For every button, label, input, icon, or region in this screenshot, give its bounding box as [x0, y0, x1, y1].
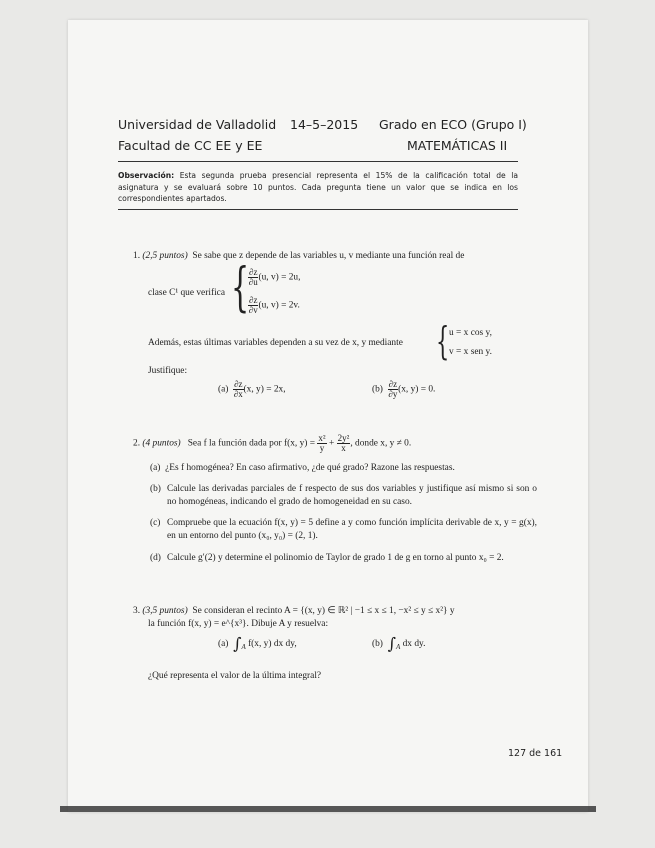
q1-eq2 [248, 296, 300, 315]
q3-b-expr: dx dy. [402, 639, 426, 650]
q1-eq1-rhs: (u, v) = 2u, [258, 272, 301, 283]
q3-intro: Se consideran el recinto A = {(x, y) ∈ ℝ² | −1 ≤ x ≤ 1, −x² ≤ y ≤ x²} y [192, 606, 455, 616]
q3-a-expr: f(x, y) dx dy, [248, 639, 297, 650]
q1-points: (2,5 puntos) [142, 251, 188, 261]
q2-item-a-label: (a) [150, 463, 161, 473]
subject-title: MATEMÁTICAS II [407, 138, 508, 153]
q1-eq2-rhs: (u, v) = 2v. [258, 300, 300, 311]
q1-intro: Se sabe que z depende de las variables u, v mediante una función real de [192, 251, 465, 261]
q2-heading: 2. (4 puntos) Sea f la función dada por f(x, y) = $\frac{\text{x²}}{y}$ + $\frac{\text{2y²}}{x}$ , donde x, y ≠ 0. [133, 433, 412, 453]
q2-item-c-label: (c) [150, 518, 161, 528]
q1-b-eq: (x, y) = 0. [398, 384, 436, 395]
q1-sub2: v = x sen y. [449, 347, 492, 357]
q2-item-a [150, 462, 455, 474]
q2-tail: , donde x, y ≠ 0. [350, 438, 412, 449]
q1-b-num: ∂z [388, 379, 398, 389]
q1-a-num: ∂z [234, 379, 243, 389]
q3-b-integral: ∫ [387, 634, 396, 653]
page-edge-shadow [60, 806, 596, 812]
q2-item-d-label: (d) [150, 553, 161, 563]
q1-a-eq: (x, y) = 2x, [243, 384, 286, 395]
page-number: 127 de 161 [508, 748, 563, 759]
degree-group: Grado en ECO (Grupo I) [379, 117, 527, 132]
q3-a-sub: A [241, 643, 246, 652]
q1-system-brace: { [231, 258, 250, 318]
q2-item-b-label: (b) [150, 484, 161, 494]
q2-points: (4 puntos) [142, 438, 181, 449]
q1-eq1-num: ∂z [249, 267, 258, 277]
university-name: Universidad de Valladolid [118, 117, 277, 132]
q3-question: ¿Qué representa el valor de la última integral? [148, 671, 322, 681]
q1-heading [133, 250, 464, 262]
q2-item-b-text: Calcule las derivadas parciales de f respecto de sus dos variables y justifique así mismo si son o no homogéneas, indicando el grado de homogeneidad en su caso. [167, 484, 537, 507]
q2-item-a-text: ¿Es f homogénea? En caso afirmativo, ¿de qué grado? Razone las respuestas. [165, 463, 455, 473]
exam-date: 14–5–2015 [290, 117, 359, 132]
q3-number: 3. [133, 606, 141, 616]
q3-intro2: la función f(x, y) = e^{x³}. Dibuje A y resuelva: [148, 619, 329, 629]
q3-b-sub: A [395, 643, 401, 652]
q1-sub-brace: { [436, 319, 450, 363]
q3-a-label: (a) [218, 639, 229, 650]
q1-part-b [372, 380, 435, 399]
q1-eq2-num: ∂z [249, 295, 258, 305]
q1-sub1: u = x cos y, [449, 328, 492, 338]
q1-eq1-den: ∂u [248, 277, 258, 287]
q2-intro: Sea f la función dada por f(x, y) = [187, 438, 316, 449]
q1-b-label: (b) [372, 384, 383, 395]
q1-class-text: clase C¹ que verifica [148, 288, 225, 298]
observation-label: Observación: [118, 171, 175, 180]
faculty-name: Facultad de CC EE y EE [118, 138, 263, 153]
q1-justify: Justifique: [148, 366, 188, 376]
q1-b-den: ∂y [388, 389, 398, 399]
q2-number: 2. [133, 438, 141, 449]
q3-points: (3,5 puntos) [142, 606, 188, 616]
q1-a-label: (a) [218, 384, 229, 395]
observation-rule [118, 209, 518, 210]
header-rule [118, 161, 518, 162]
q1-eq1 [248, 268, 300, 287]
q3-heading [133, 605, 455, 617]
q1-number: 1. [133, 251, 141, 261]
observation-text: Esta segunda prueba presencial representa el 15% de la calificación total de la asignatura y se evaluará sobre 10 puntos. Cada pregunta tiene un valor que se indica en los correspondientes apartados. [118, 171, 518, 203]
q3-part-a [218, 634, 297, 653]
q3-b-label: (b) [372, 639, 383, 650]
q2-item-d-text: Calcule g′(2) y determine el polinomio de Taylor de grado 1 de g en torno al punto x₀ = 2. [167, 553, 504, 563]
q2-frac2-num: 2y² [337, 433, 350, 443]
q2-frac1-den: y [319, 443, 325, 453]
q1-also: Además, estas últimas variables dependen a su vez de x, y mediante [148, 338, 403, 348]
q2-frac1-num: x² [318, 433, 326, 443]
q3-a-integral: ∫ [233, 634, 242, 653]
q1-a-den: ∂x [233, 389, 243, 399]
q2-frac2-den: x [341, 443, 346, 453]
q3-part-b [372, 634, 426, 653]
observation-note [118, 170, 518, 205]
q1-part-a [218, 380, 286, 399]
q2-item-c-text: Compruebe que la ecuación f(x, y) = 5 define a y como función implícita derivable de x, y = g(x), en un entorno del punto (x₀, y₀) = (2, 1). [167, 518, 537, 541]
q1-eq2-den: ∂v [248, 305, 258, 315]
